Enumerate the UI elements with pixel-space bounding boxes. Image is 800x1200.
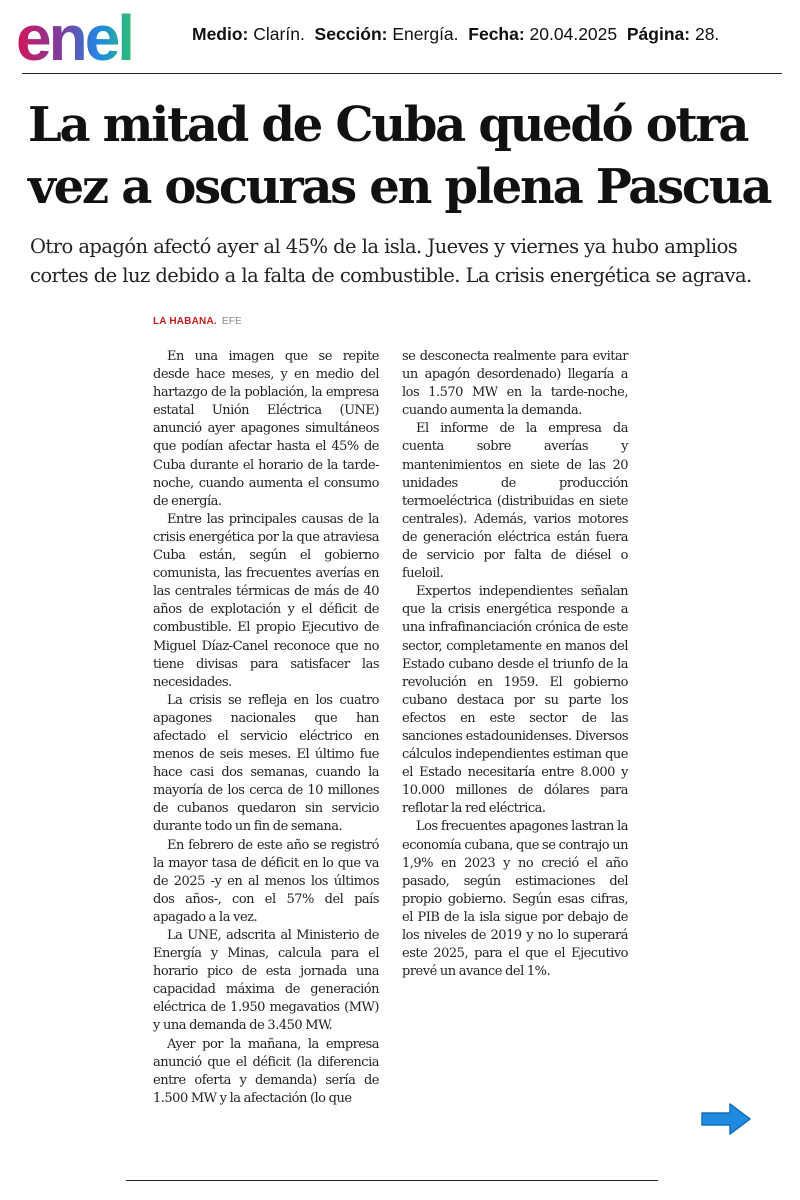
article-subhead: Otro apagón afectó ayer al 45% de la isla. Jueves y viernes ya hubo amplios cortes de luz debido a la falta de combustible. La crisis energética se agrava. xyxy=(30,235,752,287)
article-column-2 xyxy=(402,348,628,981)
paragraph: La UNE, adscrita al Ministerio de Energía y Minas, calcula para el horario pico de esta jornada una capacidad máxima de generación eléctrica de 1.950 megavatios (MW) y una demanda de 3.450 MW. xyxy=(153,928,379,1034)
clipping-metadata xyxy=(192,24,719,45)
article-headline: La mitad de Cuba quedó otra vez a oscuras en plena Pascua xyxy=(28,97,771,215)
seccion-value: Energía. xyxy=(392,24,459,44)
medio-label: Medio: xyxy=(192,24,249,44)
paragraph: La crisis se refleja en los cuatro apagones nacionales que han afectado el servicio eléctrico en menos de seis meses. El último fue hace casi dos semanas, cuando la mayoría de los cerca de 10 millones de cubanos quedaron sin servicio durante todo un fin de semana. xyxy=(153,692,379,835)
paragraph: En una imagen que se repite desde hace meses, y en medio del hartazgo de la población, la empresa estatal Unión Eléctrica (UNE) anunció ayer apagones simultáneos que podían afectar hasta el 45% de Cuba durante el horario de la tarde-noche, cuando aumenta el consumo de energía. xyxy=(153,349,379,509)
footer-divider xyxy=(126,1180,658,1181)
article-column-1 xyxy=(153,348,379,1108)
paragraph: Expertos independientes señalan que la crisis energética responde a una infrafinanciación crónica de este sector, completamente en manos del Estado cubano desde el triunfo de la revolución en 1959. El gobierno cubano destaca por su parte los efectos en este sector de las sanciones estadounidenses. Diversos cálculos independientes estiman que el Estado necesitaría entre 8.000 y 10.000 millones de dólares para reflotar la red eléctrica. xyxy=(402,584,628,817)
pagina-label: Página: xyxy=(626,24,691,44)
paragraph: Entre las principales causas de la crisis energética por la que atraviesa Cuba están, según el gobierno comunista, las frecuentes averías en las centrales térmicas de más de 40 años de explotación y el déficit de combustible. El propio Ejecutivo de Miguel Díaz-Canel reconoce que no tiene divisas para satisfacer las necesidades. xyxy=(153,511,379,690)
paragraph: El informe de la empresa da cuenta sobre averías y mantenimientos en siete de las 20 unidades de producción termoeléctrica (distribuidas en siete centrales). Además, varios motores de generación eléctrica están fuera de servicio por falta de diésel o fueloil. xyxy=(402,421,628,582)
pagina-value: 28. xyxy=(694,24,720,44)
paragraph: Ayer por la mañana, la empresa anunció que el déficit (la diferencia entre oferta y demanda) sería de 1.500 MW y la afectación (lo que xyxy=(153,1036,379,1106)
medio-value: Clarín. xyxy=(253,24,305,44)
fecha-label: Fecha: xyxy=(468,24,525,44)
logo-wordmark: enel xyxy=(16,8,133,68)
fecha-value: 20.04.2025 xyxy=(529,24,618,44)
dateline-city: LA HABANA. xyxy=(153,316,217,327)
arrow-right-icon[interactable] xyxy=(700,1102,752,1136)
seccion-label: Sección: xyxy=(314,24,388,44)
dateline-agency: EFE xyxy=(221,316,242,327)
article-dateline xyxy=(153,316,242,327)
header-divider xyxy=(22,73,782,74)
paragraph: se desconecta realmente para evitar un apagón desordenado) llegaría a los 1.570 MW en la tarde-noche, cuando aumenta la demanda. xyxy=(402,349,628,419)
enel-logo xyxy=(16,8,170,68)
paragraph: En febrero de este año se registró la mayor tasa de déficit en lo que va de 2025 -y en al menos los últimos dos años-, con el 57% del país apagado a la vez. xyxy=(153,837,379,925)
paragraph: Los frecuentes apagones lastran la economía cubana, que se contrajo un 1,9% en 2023 y no creció el año pasado, según estimaciones del propio gobierno. Según esas cifras, el PIB de la isla sigue por debajo de los niveles de 2019 y no lo superará este 2025, para el que el Ejecutivo prevé un avance del 1%. xyxy=(402,819,628,980)
